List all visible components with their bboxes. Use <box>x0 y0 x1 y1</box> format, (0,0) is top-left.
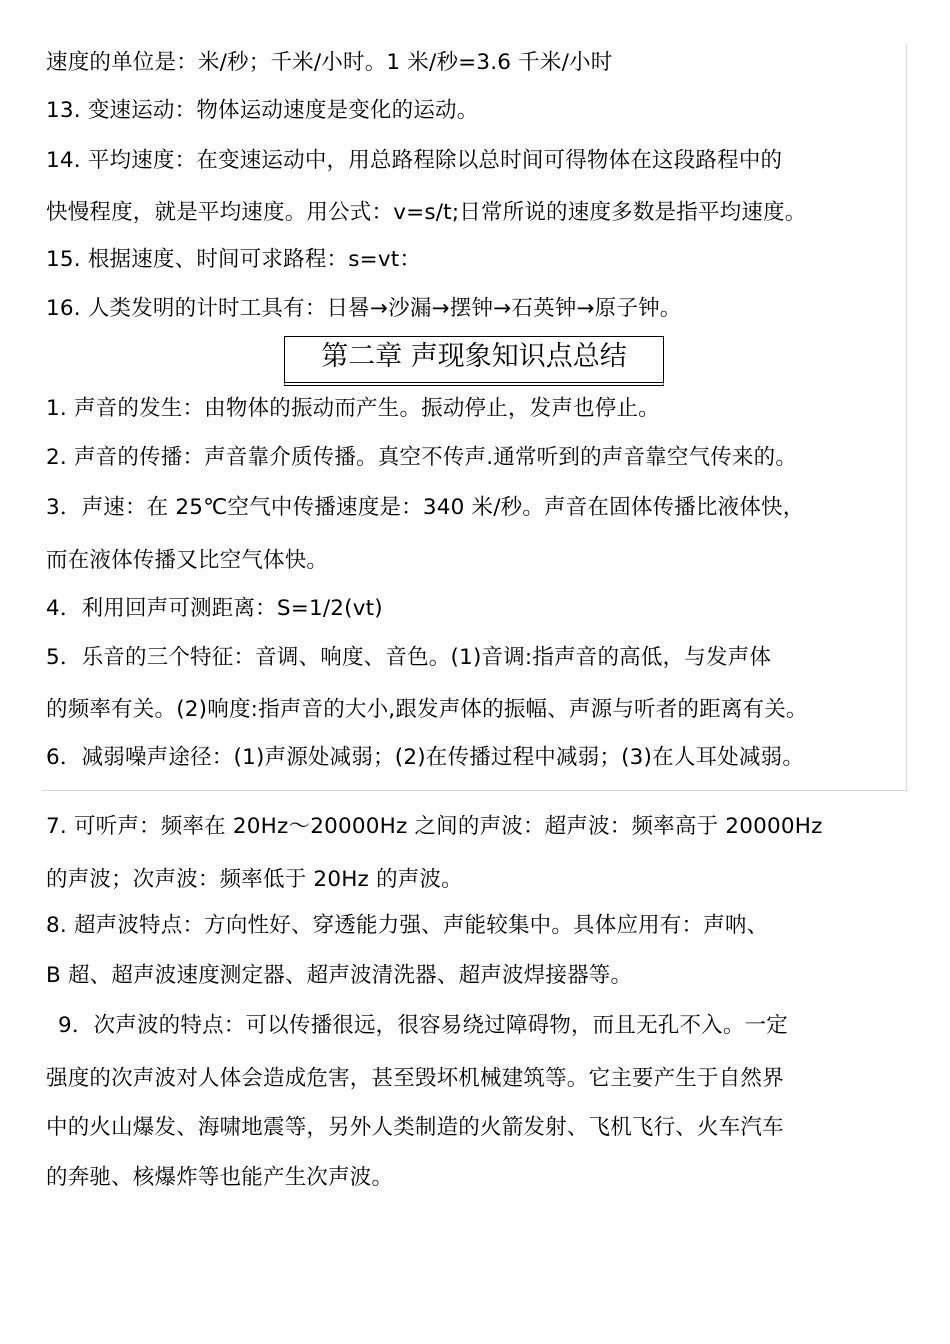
text-line-item-8: 8. 超声波特点：方向性好、穿透能力强、声能较集中。具体应用有：声呐、 <box>46 913 769 938</box>
page-border-bottom <box>42 790 908 791</box>
text-line-item-9-cont-3: 的奔驰、核爆炸等也能产生次声波。 <box>46 1165 394 1190</box>
text-line-item-14-cont: 快慢程度，就是平均速度。用公式：v=s/t;日常所说的速度多数是指平均速度。 <box>46 200 807 225</box>
text-line-item-5-cont: 的频率有关。(2)响度:指声音的大小,跟发声体的振幅、声源与听者的距离有关。 <box>46 697 808 722</box>
text-line-item-2: 2. 声音的传播：声音靠介质传播。真空不传声.通常听到的声音靠空气传来的。 <box>46 445 798 470</box>
text-line-item-6: 6．减弱噪声途径：(1)声源处减弱；(2)在传播过程中减弱；(3)在人耳处减弱。 <box>46 745 805 770</box>
text-line-item-8-cont: B 超、超声波速度测定器、超声波清洗器、超声波焊接器等。 <box>46 963 633 988</box>
chapter-title: 第二章 声现象知识点总结 <box>284 336 664 386</box>
text-line-item-3-cont: 而在液体传播又比空气体快。 <box>46 548 329 573</box>
text-line-item-4: 4．利用回声可测距离：S=1/2(vt) <box>46 596 383 621</box>
text-line-item-9-cont-2: 中的火山爆发、海啸地震等，另外人类制造的火箭发射、飞机飞行、火车汽车 <box>46 1115 784 1140</box>
text-line-item-5: 5．乐音的三个特征：音调、响度、音色。(1)音调:指声音的高低，与发声体 <box>46 645 772 670</box>
text-line-item-14: 14. 平均速度：在变速运动中，用总路程除以总时间可得物体在这段路程中的 <box>46 148 783 173</box>
text-line-speed-units: 速度的单位是：米/秒；千米/小时。1 米/秒=3.6 千米/小时 <box>46 50 613 75</box>
text-line-item-1: 1. 声音的发生：由物体的振动而产生。振动停止，发声也停止。 <box>46 396 660 421</box>
text-line-item-9-cont-1: 强度的次声波对人体会造成危害，甚至毁坏机械建筑等。它主要产生于自然界 <box>46 1066 784 1091</box>
text-line-item-7-cont: 的声波；次声波：频率低于 20Hz 的声波。 <box>46 867 463 892</box>
text-line-item-13: 13. 变速运动：物体运动速度是变化的运动。 <box>46 98 479 123</box>
text-line-item-15: 15. 根据速度、时间可求路程：s=vt： <box>46 247 422 272</box>
text-line-item-9: 9．次声波的特点：可以传播很远，很容易绕过障碍物，而且无孔不入。一定 <box>58 1013 788 1038</box>
text-line-item-16: 16. 人类发明的计时工具有：日晷→沙漏→摆钟→石英钟→原子钟。 <box>46 296 682 321</box>
text-line-item-7: 7. 可听声：频率在 20Hz～20000Hz 之间的声波：超声波：频率高于 20000Hz <box>46 814 823 839</box>
text-line-item-3: 3．声速：在 25℃空气中传播速度是：340 米/秒。声音在固体传播比液体快， <box>46 495 805 520</box>
